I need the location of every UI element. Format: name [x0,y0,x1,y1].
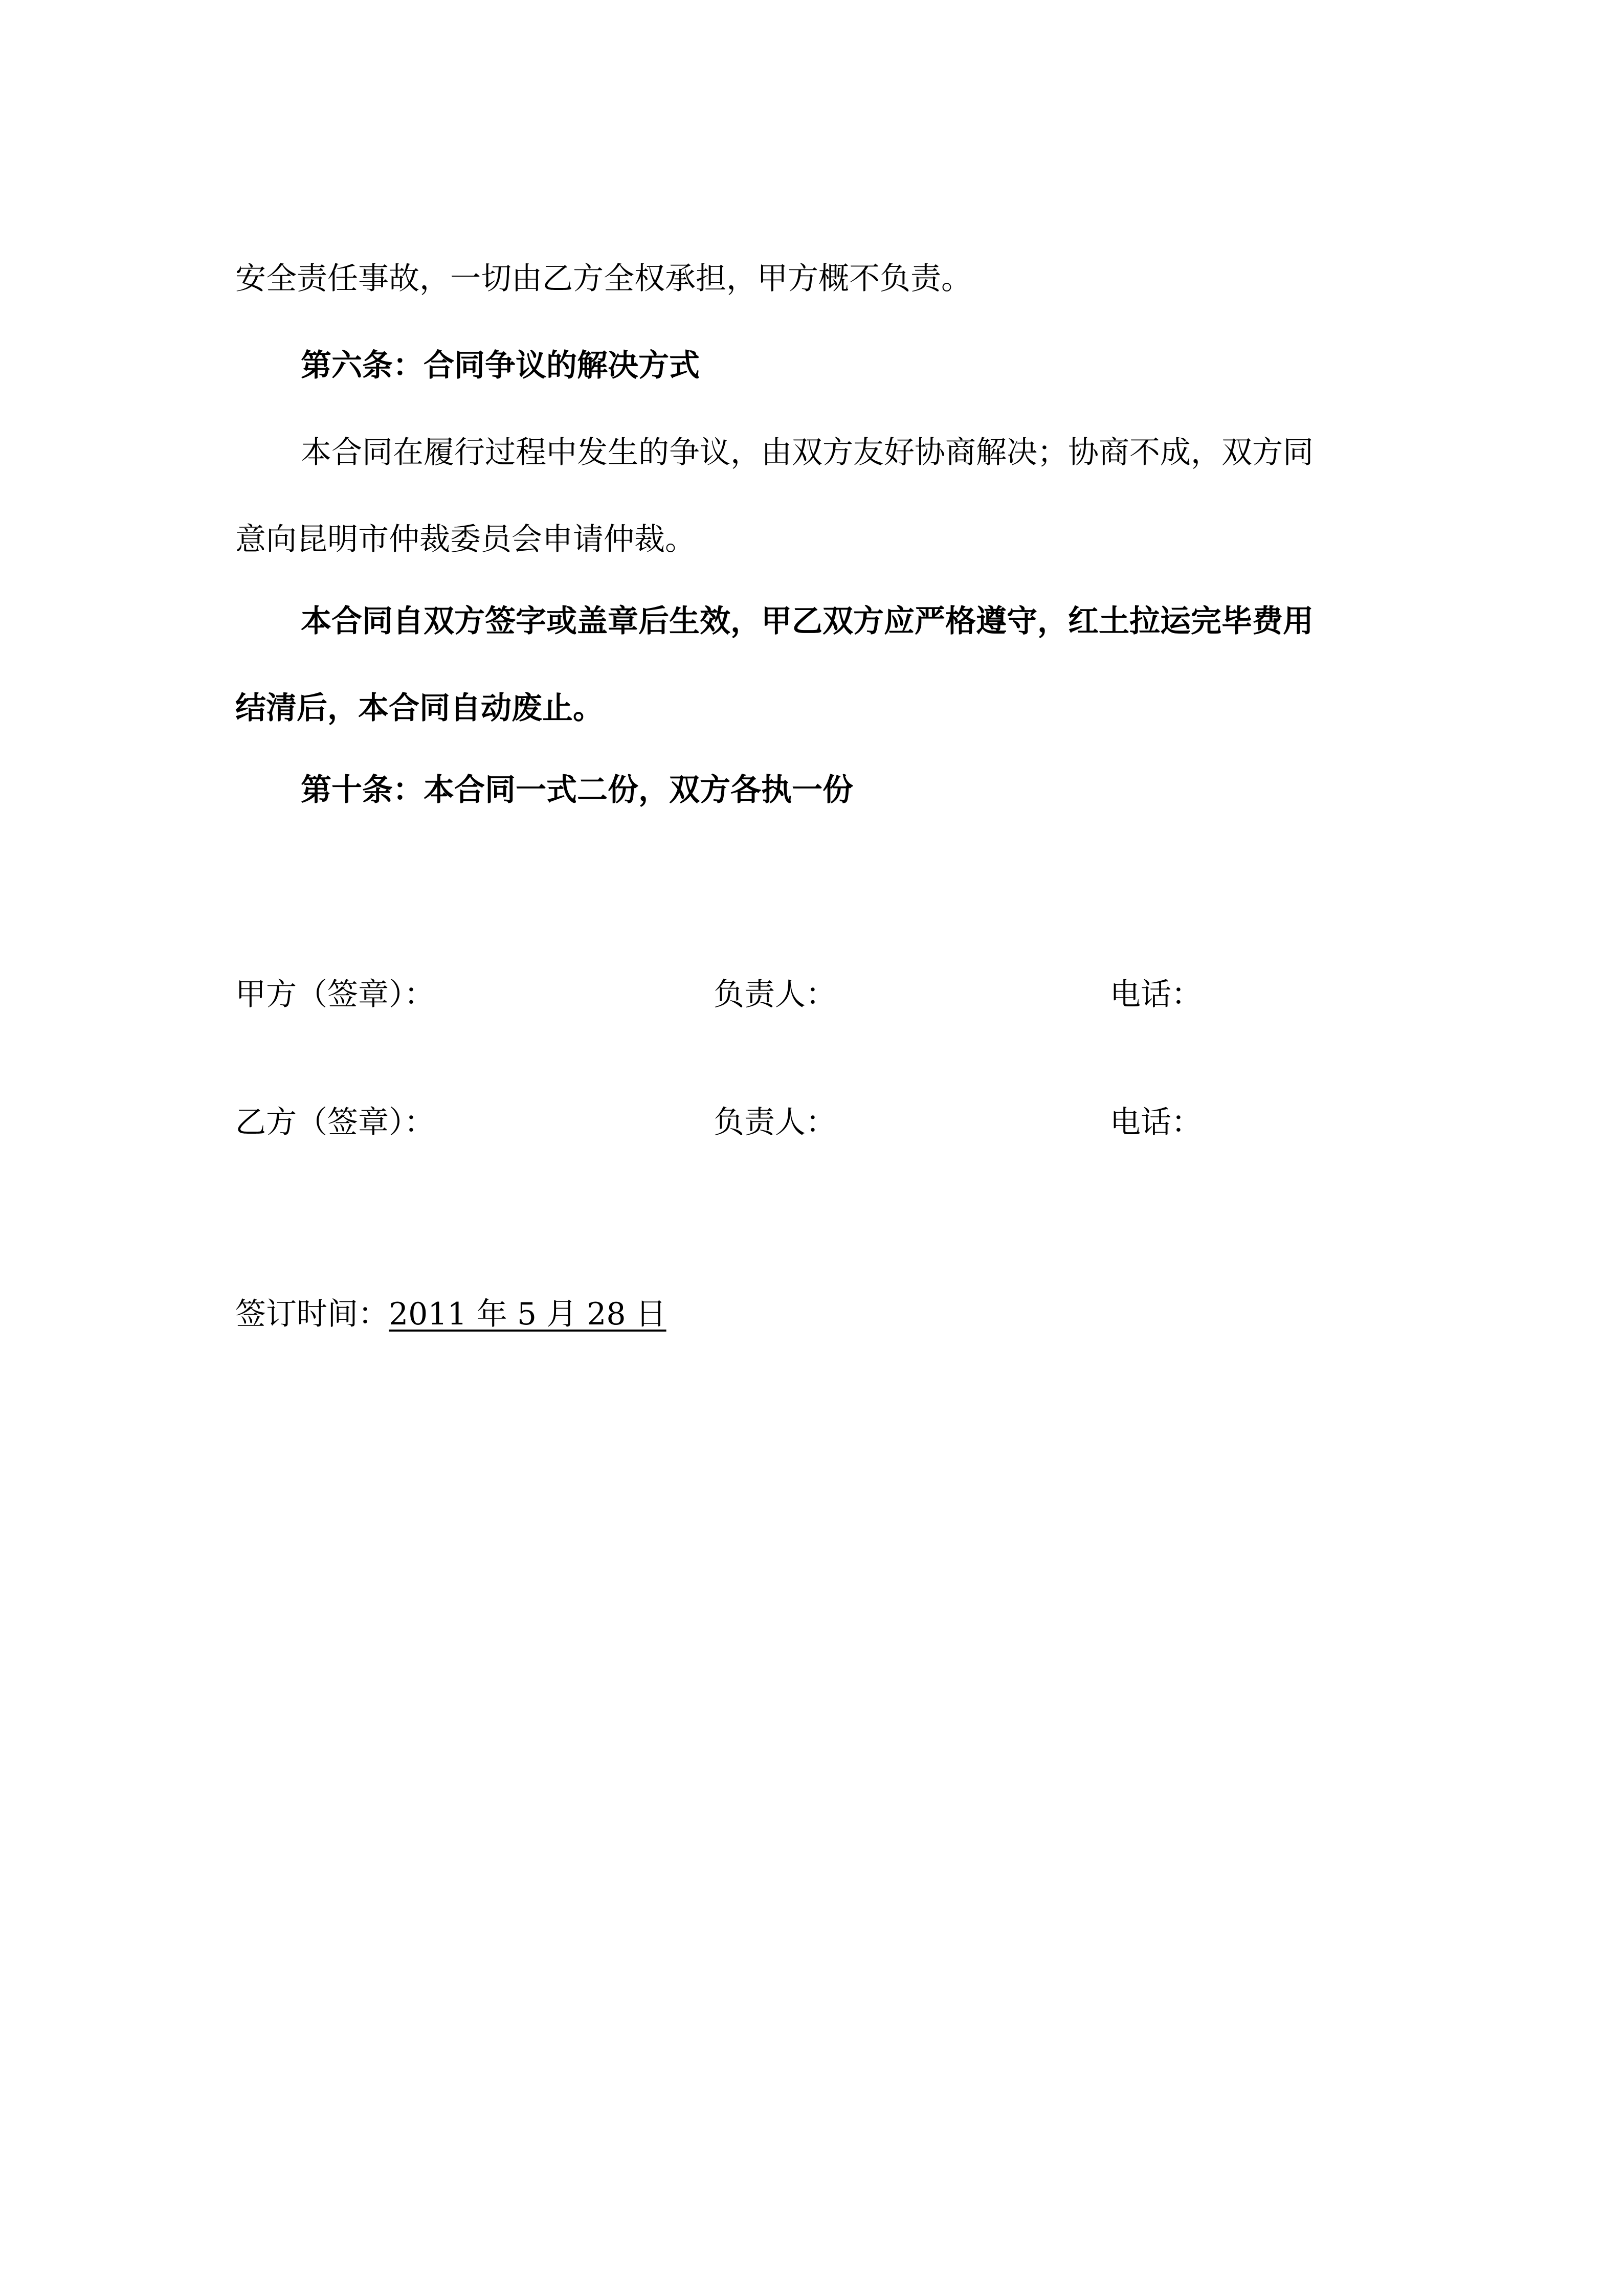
signing-date [235,1294,666,1335]
article10-paragraph [235,726,1467,854]
article10-text: 第十条：本合同一式二份，双方各执一份 [301,772,853,808]
signing-date-label: 签订时间： [235,1296,389,1332]
article6-body-line2: 意向昆明市仲裁委员会申请仲裁。 [235,522,696,557]
party-b-seal-label: 乙方（签章）： [235,1105,435,1140]
effect-line2: 结清后，本合同自动废止。 [235,690,604,726]
party-a-seal-label: 甲方（签章）： [235,977,435,1012]
article6-heading-text: 第六条：合同争议的解决方式 [301,348,700,384]
party-a-phone-label: 电话： [1110,977,1202,1012]
continuation-line: 安全责任事故，一切由乙方全权承担，甲方概不负责。 [235,261,972,297]
party-b-person-label: 负责人： [714,1105,836,1140]
party-a-person-label: 负责人： [714,977,836,1012]
signing-date-value: 2011 年 5 月 28 日 [389,1296,666,1332]
effect-line1: 本合同自双方签字或盖章后生效，甲乙双方应严格遵守，红土拉运完毕费用 [301,603,1314,639]
party-b-phone-label: 电话： [1110,1105,1202,1140]
article6-body-line1: 本合同在履行过程中发生的争议，由双方友好协商解决；协商不成，双方同 [301,435,1314,470]
